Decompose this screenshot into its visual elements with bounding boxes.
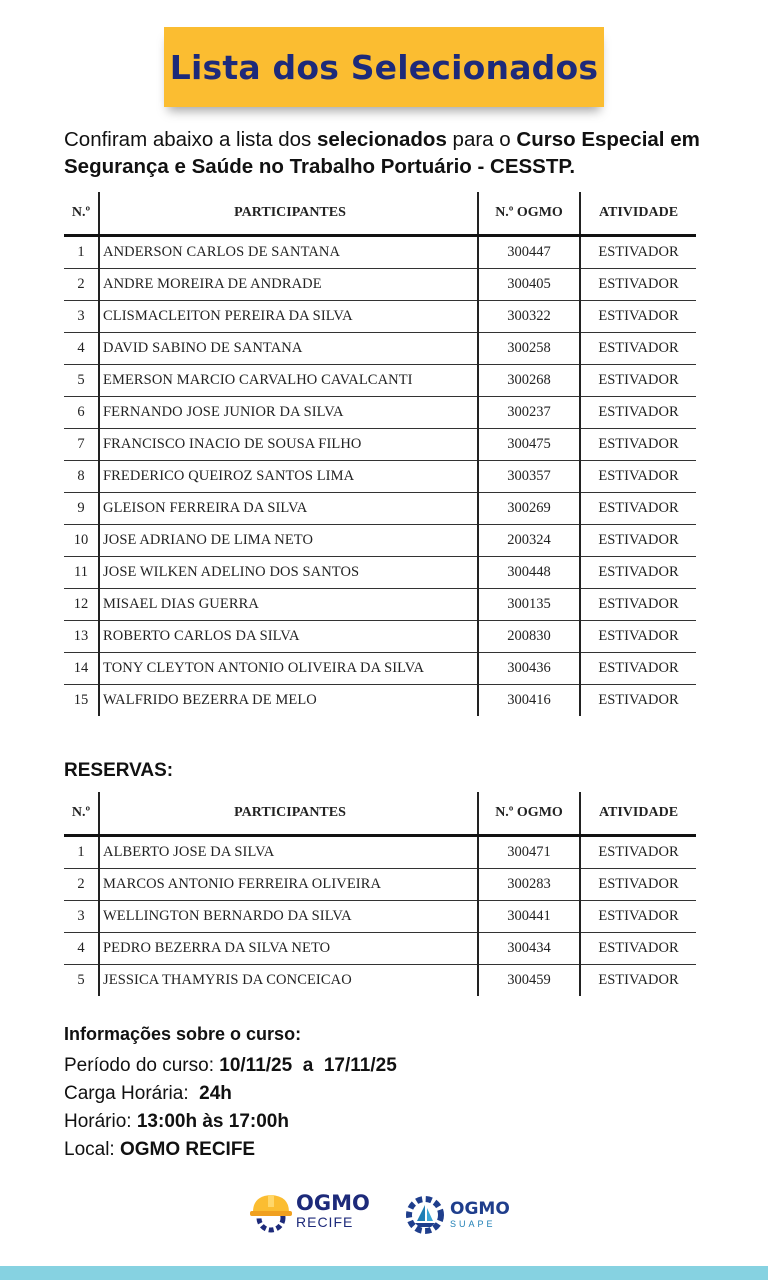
ogmo-number: 300475 [478, 429, 580, 461]
row-number: 1 [64, 836, 99, 869]
title-banner [164, 27, 604, 107]
course-period [64, 1052, 724, 1080]
participant-name: FRANCISCO INACIO DE SOUSA FILHO [99, 429, 478, 461]
col-header-activity: ATIVIDADE [580, 192, 696, 236]
table-row [64, 236, 696, 269]
ogmo-number: 300441 [478, 901, 580, 933]
table-row [64, 397, 696, 429]
activity: ESTIVADOR [580, 269, 696, 301]
col-header-ogmo: N.º OGMO [478, 192, 580, 236]
row-number: 1 [64, 236, 99, 269]
ogmo-number: 300448 [478, 557, 580, 589]
table-header-row [64, 192, 696, 236]
col-header-num: N.º [64, 192, 99, 236]
table-row [64, 301, 696, 333]
table-row [64, 901, 696, 933]
row-number: 8 [64, 461, 99, 493]
row-number: 10 [64, 525, 99, 557]
activity: ESTIVADOR [580, 429, 696, 461]
ogmo-number: 300135 [478, 589, 580, 621]
bottom-bar [0, 1266, 768, 1280]
table-row [64, 525, 696, 557]
table-row [64, 493, 696, 525]
course-period-label: Período do curso: [64, 1055, 220, 1076]
participant-name: WELLINGTON BERNARDO DA SILVA [99, 901, 478, 933]
intro-bold-course: Curso Especial em Segurança e Saúde no Trabalho Portuário - CESSTP. [64, 128, 700, 178]
row-number: 2 [64, 269, 99, 301]
row-number: 14 [64, 653, 99, 685]
participant-name: FERNANDO JOSE JUNIOR DA SILVA [99, 397, 478, 429]
table-row [64, 836, 696, 869]
ogmo-number: 300269 [478, 493, 580, 525]
activity: ESTIVADOR [580, 869, 696, 901]
course-period-value: 10/11/25 a 17/11/25 [219, 1055, 397, 1076]
table-row [64, 965, 696, 997]
logo-ogmo-suape [404, 1194, 510, 1236]
table-row [64, 557, 696, 589]
participant-name: GLEISON FERREIRA DA SILVA [99, 493, 478, 525]
row-number: 7 [64, 429, 99, 461]
activity: ESTIVADOR [580, 301, 696, 333]
ogmo-number: 300471 [478, 836, 580, 869]
row-number: 12 [64, 589, 99, 621]
table-row [64, 333, 696, 365]
table-header-row [64, 792, 696, 836]
activity: ESTIVADOR [580, 653, 696, 685]
intro-text-part: Confiram abaixo a lista dos [64, 128, 317, 151]
course-location-value: OGMO RECIFE [119, 1139, 256, 1160]
participant-name: EMERSON MARCIO CARVALHO CAVALCANTI [99, 365, 478, 397]
table-row [64, 269, 696, 301]
intro-text-part: para o [446, 128, 517, 151]
course-info [64, 1020, 724, 1164]
gear-boat-icon [404, 1194, 446, 1236]
logo-suape-main: OGMO [450, 1199, 510, 1219]
row-number: 6 [64, 397, 99, 429]
row-number: 3 [64, 901, 99, 933]
col-header-activity: ATIVIDADE [580, 792, 696, 836]
course-hours-value: 24h [199, 1083, 232, 1104]
participant-name: WALFRIDO BEZERRA DE MELO [99, 685, 478, 717]
col-header-num: N.º [64, 792, 99, 836]
course-hours-label: Carga Horária: [64, 1083, 200, 1104]
intro-bold-selected: selecionados [316, 128, 447, 151]
activity: ESTIVADOR [580, 365, 696, 397]
activity: ESTIVADOR [580, 589, 696, 621]
table-row [64, 589, 696, 621]
ogmo-number: 200830 [478, 621, 580, 653]
activity: ESTIVADOR [580, 333, 696, 365]
ogmo-number: 300283 [478, 869, 580, 901]
ogmo-number: 300459 [478, 965, 580, 997]
course-schedule-label: Horário: [64, 1111, 137, 1132]
logo-recife-main: OGMO [296, 1191, 370, 1215]
table-row [64, 869, 696, 901]
course-info-title: Informações sobre o curso: [64, 1024, 302, 1044]
participant-name: PEDRO BEZERRA DA SILVA NETO [99, 933, 478, 965]
ogmo-number: 200324 [478, 525, 580, 557]
participant-name: JOSE WILKEN ADELINO DOS SANTOS [99, 557, 478, 589]
activity: ESTIVADOR [580, 621, 696, 653]
ogmo-number: 300258 [478, 333, 580, 365]
participant-name: ANDRE MOREIRA DE ANDRADE [99, 269, 478, 301]
page-title: Lista dos Selecionados [169, 47, 599, 87]
ogmo-number: 300436 [478, 653, 580, 685]
activity: ESTIVADOR [580, 397, 696, 429]
participant-name: JESSICA THAMYRIS DA CONCEICAO [99, 965, 478, 997]
col-header-participants: PARTICIPANTES [99, 192, 478, 236]
participant-name: JOSE ADRIANO DE LIMA NETO [99, 525, 478, 557]
ogmo-number: 300405 [478, 269, 580, 301]
course-schedule-value: 13:00h às 17:00h [136, 1111, 289, 1132]
row-number: 4 [64, 333, 99, 365]
col-header-ogmo: N.º OGMO [478, 792, 580, 836]
row-number: 15 [64, 685, 99, 717]
participant-name: ROBERTO CARLOS DA SILVA [99, 621, 478, 653]
participant-name: DAVID SABINO DE SANTANA [99, 333, 478, 365]
selected-table [64, 192, 696, 716]
intro-text [64, 126, 724, 180]
activity: ESTIVADOR [598, 972, 679, 988]
activity: ESTIVADOR [598, 692, 679, 708]
logo-recife-sub: RECIFE [296, 1214, 354, 1230]
row-number: 11 [64, 557, 99, 589]
table-row [64, 621, 696, 653]
row-number: 13 [64, 621, 99, 653]
course-schedule [64, 1108, 724, 1136]
participant-name: MISAEL DIAS GUERRA [99, 589, 478, 621]
activity: ESTIVADOR [580, 933, 696, 965]
activity: ESTIVADOR [580, 236, 696, 269]
row-number: 2 [64, 869, 99, 901]
participant-name: TONY CLEYTON ANTONIO OLIVEIRA DA SILVA [99, 653, 478, 685]
participant-name: CLISMACLEITON PEREIRA DA SILVA [99, 301, 478, 333]
table-row [64, 653, 696, 685]
participant-name: ALBERTO JOSE DA SILVA [99, 836, 478, 869]
ogmo-number: 300322 [478, 301, 580, 333]
participant-name: MARCOS ANTONIO FERREIRA OLIVEIRA [99, 869, 478, 901]
table-row [64, 429, 696, 461]
footer-logos [248, 1188, 528, 1244]
ogmo-number: 300416 [478, 685, 580, 717]
ogmo-number: 300268 [478, 365, 580, 397]
row-number: 9 [64, 493, 99, 525]
activity: ESTIVADOR [580, 461, 696, 493]
table-row [64, 365, 696, 397]
activity: ESTIVADOR [580, 836, 696, 869]
table-row [64, 933, 696, 965]
table-row [64, 461, 696, 493]
reserves-table [64, 792, 696, 996]
course-hours [64, 1080, 724, 1108]
participant-name: ANDERSON CARLOS DE SANTANA [99, 236, 478, 269]
activity: ESTIVADOR [580, 557, 696, 589]
row-number: 5 [64, 965, 99, 997]
logo-ogmo-recife [248, 1188, 370, 1234]
ogmo-number: 300447 [478, 236, 580, 269]
col-header-participants: PARTICIPANTES [99, 792, 478, 836]
reserves-heading: RESERVAS: [64, 760, 174, 781]
row-number: 3 [64, 301, 99, 333]
participant-name: FREDERICO QUEIROZ SANTOS LIMA [99, 461, 478, 493]
table-row [64, 685, 696, 717]
course-location-label: Local: [64, 1139, 120, 1160]
ogmo-number: 300357 [478, 461, 580, 493]
hard-hat-gear-icon [248, 1188, 294, 1234]
course-location [64, 1136, 724, 1164]
ogmo-number: 300434 [478, 933, 580, 965]
activity: ESTIVADOR [580, 493, 696, 525]
activity: ESTIVADOR [580, 525, 696, 557]
row-number: 4 [64, 933, 99, 965]
logo-suape-sub: SUAPE [450, 1219, 496, 1229]
row-number: 5 [64, 365, 99, 397]
ogmo-number: 300237 [478, 397, 580, 429]
activity: ESTIVADOR [580, 901, 696, 933]
